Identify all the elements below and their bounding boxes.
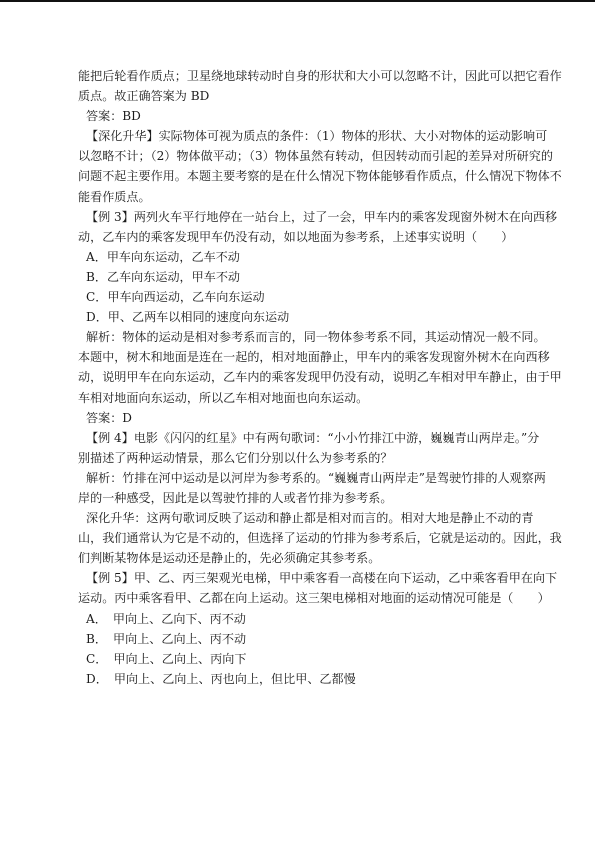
text-line: 本题中，树木和地面是连在一起的，相对地面静止，甲车内的乘客发现窗外树木在向西移 (78, 350, 550, 365)
block-ex5 (78, 568, 558, 608)
option-line: C． 甲向上、乙向上、丙向下 (86, 651, 247, 666)
block-ex3-analysis (78, 327, 562, 407)
text-line: 解析：竹排在河中运动是以河岸为参考系的。“巍巍青山两岸走”是驾驶竹排的人观察两 (86, 470, 546, 485)
option-line: B．乙车向东运动，甲车不动 (86, 269, 241, 284)
text-line: 岸的一种感受，因此是以驾驶竹排的人或者竹排为参考系。 (78, 490, 393, 505)
text-line: 解析：物体的运动是相对参考系而言的，同一物体参考系不同，其运动情况一般不同。 (86, 330, 546, 345)
option-line: B． 甲向上、乙向上、丙不动 (86, 631, 247, 646)
block-ans3 (78, 408, 538, 428)
text-line: 【深化升华】实际物体可视为质点的条件：（1）物体的形状、大小对物体的运动影响可 (86, 129, 548, 144)
text-line: 问题不起主要作用。本题主要考察的是在什么情况下物体能够看作质点，什么情况下物体不 (78, 169, 562, 184)
option-line: D．甲、乙两车以相同的速度向东运动 (86, 310, 290, 325)
text-line: 深化升华：这两句歌词反映了运动和静止都是相对而言的。相对大地是静止不动的青 (86, 511, 534, 526)
text-line: 【例 4】电影《闪闪的红星》中有两句歌词：“小小竹排江中游，巍巍青山两岸走。”分 (86, 430, 540, 445)
block-ex4 (78, 428, 538, 468)
block-p1 (78, 66, 562, 106)
block-ex5-opts (78, 609, 538, 689)
block-ex3-opts (78, 247, 538, 327)
text-line: 【例 3】两列火车平行地停在一站台上，过了一会，甲车内的乘客发现窗外树木在向西移 (86, 209, 558, 224)
text-line: 【例 5】甲、乙、丙三架观光电梯，甲中乘客看一高楼在向下运动，乙中乘客看甲在向下 (86, 571, 558, 586)
text-line: 以忽略不计；（2）物体做平动；（3）物体虽然有转动，但因转动而引起的差异对所研究的 (78, 149, 553, 164)
option-line: C．甲车向西运动，乙车向东运动 (86, 290, 265, 305)
block-upgrade1 (78, 126, 562, 206)
page-top-rule (0, 0, 595, 2)
text-line: 动，说明甲车在向东运动，乙车内的乘客发现甲仍没有动，说明乙车相对甲车静止，由于甲 (78, 370, 562, 385)
text-line: 们判断某物体是运动还是静止的，先必须确定其参考系。 (78, 551, 381, 566)
text-line: 运动。丙中乘客看甲、乙都在向上运动。这三架电梯相对地面的运动情况可能是（ ） (78, 591, 550, 606)
block-ex3 (78, 207, 558, 247)
option-line: D． 甲向上、乙向上、丙也向上，但比甲、乙都慢 (86, 671, 356, 686)
text-line: 别描述了两种运动情景，那么它们分别以什么为参考系的？ (78, 450, 393, 465)
text-line: 动，乙车内的乘客发现甲车仍没有动，如以地面为参考系，上述事实说明（ ） (78, 229, 514, 244)
option-line: A． 甲向上、乙向下、丙不动 (86, 611, 246, 626)
text-line: 山，我们通常认为它是不动的，但选择了运动的竹排为参考系后，它就是运动的。因此，我 (78, 531, 562, 546)
document-body (78, 66, 562, 689)
text-line: 答案：D (86, 410, 132, 425)
block-ex4-analysis (78, 468, 546, 508)
text-line: 能看作质点。 (78, 189, 151, 204)
block-upgrade2 (78, 508, 562, 568)
text-line: 质点。故正确答案为 BD (78, 89, 210, 104)
text-line: 答案：BD (86, 109, 141, 124)
text-line: 能把后轮看作质点；卫星绕地球转动时自身的形状和大小可以忽略不计，因此可以把它看作 (78, 69, 562, 83)
option-line: A．甲车向东运动，乙车不动 (86, 249, 240, 264)
text-line: 车相对地面向东运动，所以乙车相对地面也向东运动。 (78, 390, 369, 405)
block-ans1 (78, 106, 538, 126)
